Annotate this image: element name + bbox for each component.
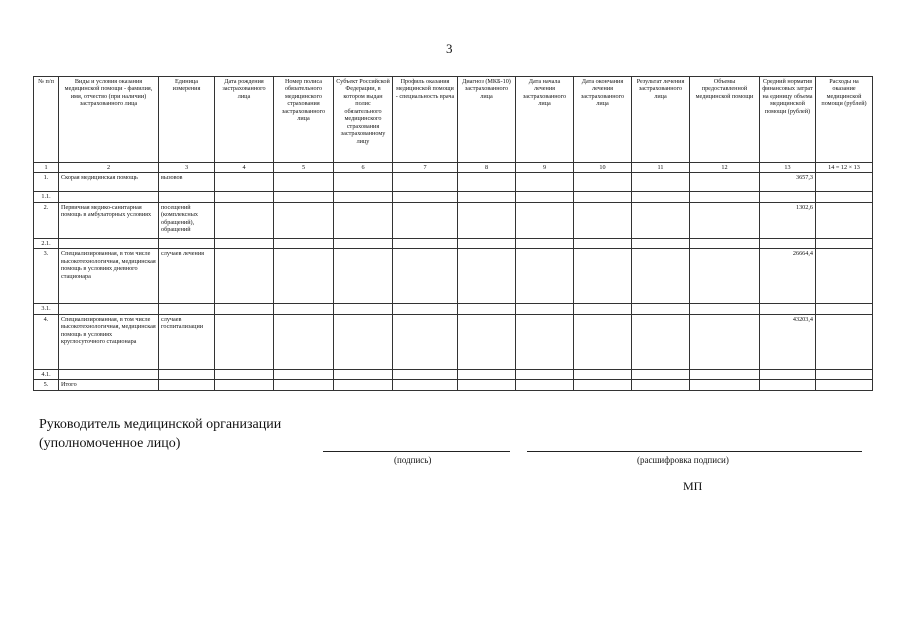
empty-cell	[393, 238, 458, 248]
column-header: Субъект Российской Федерации, в котором выдан полис обязательного медицинского страхования застрахованному лицу	[334, 77, 393, 163]
signatory-title-line1: Руководитель медицинской организации	[39, 417, 282, 432]
column-header: Объемы предоставленной медицинской помощи	[690, 77, 760, 163]
empty-cell	[516, 202, 574, 238]
stamp-place: МП	[683, 479, 703, 493]
empty-cell	[274, 192, 334, 202]
empty-cell	[516, 380, 574, 390]
column-number: 3	[159, 163, 215, 173]
expense-cell	[816, 202, 873, 238]
empty-cell	[632, 314, 690, 369]
table-row	[34, 369, 873, 379]
empty-cell	[393, 314, 458, 369]
empty-cell	[632, 238, 690, 248]
empty-cell	[334, 380, 393, 390]
row-number: 3.	[34, 249, 59, 304]
empty-cell	[393, 249, 458, 304]
row-number: 4.1.	[34, 369, 59, 379]
norm-cost: 3657,3	[760, 173, 816, 192]
empty-cell	[215, 192, 274, 202]
signatory-title	[39, 416, 281, 454]
empty-cell	[574, 304, 632, 314]
expense-cell	[816, 249, 873, 304]
norm-cost	[760, 304, 816, 314]
empty-cell	[274, 173, 334, 192]
empty-cell	[334, 304, 393, 314]
column-number: 12	[690, 163, 760, 173]
empty-cell	[458, 192, 516, 202]
column-number: 6	[334, 163, 393, 173]
empty-cell	[334, 314, 393, 369]
column-header: Номер полиса обязательного медицинского страхования застрахованного лица	[274, 77, 334, 163]
care-type: Специализированная, в том числе высокотехнологичная, медицинская помощь в условиях дневного стационара	[59, 249, 159, 304]
empty-cell	[393, 380, 458, 390]
empty-cell	[274, 249, 334, 304]
norm-cost	[760, 192, 816, 202]
column-number: 1	[34, 163, 59, 173]
care-type	[59, 369, 159, 379]
column-number: 13	[760, 163, 816, 173]
empty-cell	[458, 304, 516, 314]
column-header: Дата рождения застрахованного лица	[215, 77, 274, 163]
empty-cell	[215, 304, 274, 314]
column-number: 10	[574, 163, 632, 173]
empty-cell	[458, 173, 516, 192]
column-number: 11	[632, 163, 690, 173]
expense-cell	[816, 304, 873, 314]
column-header: Диагноз (МКБ-10) застрахованного лица	[458, 77, 516, 163]
empty-cell	[690, 249, 760, 304]
column-number: 8	[458, 163, 516, 173]
empty-cell	[690, 304, 760, 314]
norm-cost	[760, 238, 816, 248]
header-row	[34, 77, 873, 163]
row-number: 1.	[34, 173, 59, 192]
column-number-row	[34, 163, 873, 173]
care-type: Скорая медицинская помощь	[59, 173, 159, 192]
empty-cell	[393, 369, 458, 379]
table-row	[34, 173, 873, 192]
empty-cell	[690, 314, 760, 369]
empty-cell	[334, 202, 393, 238]
table-row	[34, 238, 873, 248]
empty-cell	[215, 238, 274, 248]
empty-cell	[215, 173, 274, 192]
measure-unit	[159, 369, 215, 379]
row-number: 5.	[34, 380, 59, 390]
measure-unit	[159, 238, 215, 248]
table-row	[34, 202, 873, 238]
empty-cell	[574, 249, 632, 304]
measure-unit	[159, 380, 215, 390]
empty-cell	[574, 192, 632, 202]
empty-cell	[516, 314, 574, 369]
care-type: Итого	[59, 380, 159, 390]
table-row	[34, 380, 873, 390]
empty-cell	[458, 249, 516, 304]
decode-caption: (расшифровка подписи)	[637, 455, 729, 465]
empty-cell	[215, 314, 274, 369]
column-header: Профиль оказания медицинской помощи - специальность врача	[393, 77, 458, 163]
signatory-title-line2: (уполномоченное лицо)	[39, 435, 181, 451]
report-table	[33, 76, 873, 391]
empty-cell	[690, 192, 760, 202]
empty-cell	[334, 238, 393, 248]
column-header: Единица измерения	[159, 77, 215, 163]
norm-cost: 26664,4	[760, 249, 816, 304]
page-number: 3	[446, 41, 453, 56]
empty-cell	[215, 380, 274, 390]
column-header: Виды и условия оказания медицинской помощи - фамилия, имя, отчество (при наличии) застрахованного лица	[59, 77, 159, 163]
column-number: 4	[215, 163, 274, 173]
empty-cell	[215, 369, 274, 379]
norm-cost	[760, 380, 816, 390]
empty-cell	[274, 380, 334, 390]
empty-cell	[690, 238, 760, 248]
empty-cell	[274, 238, 334, 248]
row-number: 2.	[34, 202, 59, 238]
column-number: 5	[274, 163, 334, 173]
care-type	[59, 238, 159, 248]
expense-cell	[816, 369, 873, 379]
empty-cell	[516, 249, 574, 304]
empty-cell	[574, 314, 632, 369]
empty-cell	[274, 369, 334, 379]
empty-cell	[632, 192, 690, 202]
empty-cell	[632, 202, 690, 238]
empty-cell	[574, 238, 632, 248]
measure-unit	[159, 304, 215, 314]
empty-cell	[632, 173, 690, 192]
empty-cell	[274, 202, 334, 238]
empty-cell	[215, 249, 274, 304]
empty-cell	[632, 249, 690, 304]
column-number: 9	[516, 163, 574, 173]
empty-cell	[393, 192, 458, 202]
empty-cell	[274, 304, 334, 314]
empty-cell	[215, 202, 274, 238]
measure-unit: посещений (комплексных обращений), обращений	[159, 202, 215, 238]
empty-cell	[393, 173, 458, 192]
empty-cell	[393, 202, 458, 238]
empty-cell	[334, 369, 393, 379]
empty-cell	[690, 369, 760, 379]
empty-cell	[458, 238, 516, 248]
care-type: Специализированная, в том числе высокотехнологичная, медицинская помощь в условиях круглосуточного стационара	[59, 314, 159, 369]
empty-cell	[458, 369, 516, 379]
signature-caption: (подпись)	[394, 455, 432, 465]
column-number: 14 = 12 × 13	[816, 163, 873, 173]
norm-cost: 43203,4	[760, 314, 816, 369]
empty-cell	[458, 314, 516, 369]
column-header: Результат лечения застрахованного лица	[632, 77, 690, 163]
measure-unit: вызовов	[159, 173, 215, 192]
empty-cell	[516, 192, 574, 202]
empty-cell	[574, 202, 632, 238]
norm-cost: 1302,6	[760, 202, 816, 238]
expense-cell	[816, 173, 873, 192]
measure-unit: случаев госпитализации	[159, 314, 215, 369]
empty-cell	[516, 238, 574, 248]
empty-cell	[334, 192, 393, 202]
column-number: 7	[393, 163, 458, 173]
expense-cell	[816, 314, 873, 369]
row-number: 1.1.	[34, 192, 59, 202]
expense-cell	[816, 380, 873, 390]
empty-cell	[393, 304, 458, 314]
column-header: Дата окончания лечения застрахованного лица	[574, 77, 632, 163]
empty-cell	[516, 369, 574, 379]
table-row	[34, 314, 873, 369]
norm-cost	[760, 369, 816, 379]
column-header: № п/п	[34, 77, 59, 163]
signature-line	[323, 451, 510, 452]
empty-cell	[690, 173, 760, 192]
empty-cell	[632, 369, 690, 379]
decode-line	[527, 451, 862, 452]
measure-unit	[159, 192, 215, 202]
column-number: 2	[59, 163, 159, 173]
column-header: Дата начала лечения застрахованного лица	[516, 77, 574, 163]
expense-cell	[816, 238, 873, 248]
empty-cell	[632, 380, 690, 390]
care-type: Первичная медико-санитарная помощь в амбулаторных условиях	[59, 202, 159, 238]
empty-cell	[574, 173, 632, 192]
empty-cell	[632, 304, 690, 314]
empty-cell	[690, 380, 760, 390]
row-number: 3.1.	[34, 304, 59, 314]
column-header: Средний норматив финансовых затрат на единицу объема медицинской помощи (рублей)	[760, 77, 816, 163]
empty-cell	[334, 249, 393, 304]
empty-cell	[574, 380, 632, 390]
empty-cell	[458, 380, 516, 390]
row-number: 2.1.	[34, 238, 59, 248]
column-header: Расходы на оказание медицинской помощи (рублей)	[816, 77, 873, 163]
table-row	[34, 192, 873, 202]
care-type	[59, 304, 159, 314]
empty-cell	[274, 314, 334, 369]
expense-cell	[816, 192, 873, 202]
table-row	[34, 304, 873, 314]
empty-cell	[574, 369, 632, 379]
empty-cell	[516, 304, 574, 314]
empty-cell	[458, 202, 516, 238]
empty-cell	[516, 173, 574, 192]
empty-cell	[334, 173, 393, 192]
empty-cell	[690, 202, 760, 238]
measure-unit: случаев лечения	[159, 249, 215, 304]
care-type	[59, 192, 159, 202]
table-row	[34, 249, 873, 304]
row-number: 4.	[34, 314, 59, 369]
